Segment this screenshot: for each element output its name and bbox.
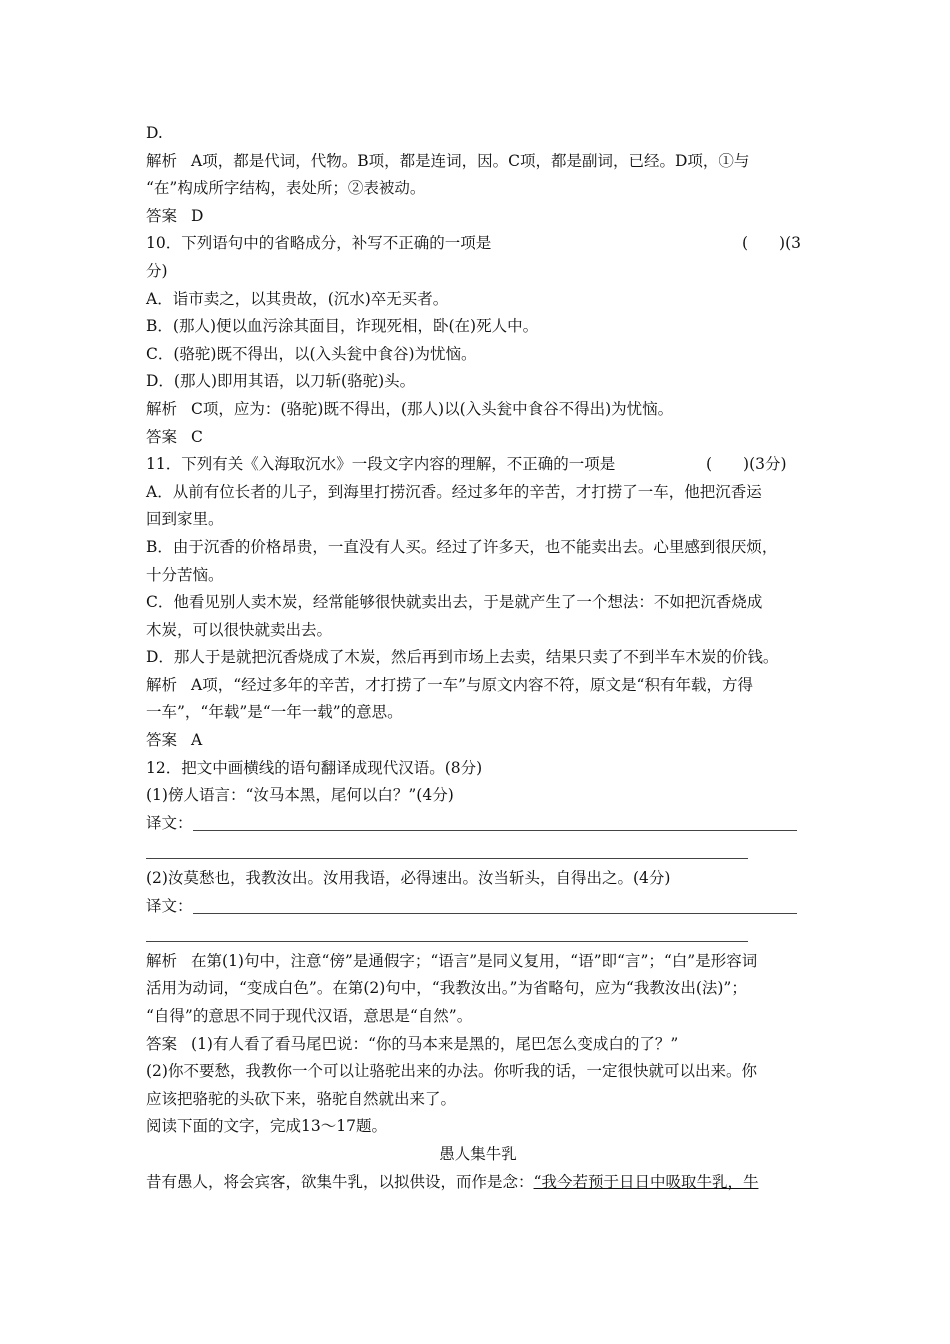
q10-analysis [146, 396, 810, 424]
answer-label: 答案 [146, 731, 178, 750]
option-text: B．由于沉香的价格昂贵，一直没有人买。经过了许多天，也不能卖出去。心里感到很厌烦， [146, 537, 778, 556]
option-text: C．他看见别人卖木炭，经常能够很快就卖出去，于是就产生了一个想法：不如把沉香烧成 [146, 593, 763, 612]
q10-option-b [146, 313, 810, 341]
option-text: A．从前有位长者的儿子，到海里打捞沉香。经过多年的辛苦，才打捞了一车，他把沉香运 [146, 482, 762, 501]
answer-text: 应该把骆驼的头砍下来，骆驼自然就出来了。 [146, 1089, 457, 1108]
analysis-label: 解析 [146, 675, 178, 694]
answer-bracket: ( )(3分) [706, 455, 787, 474]
q9-analysis-line-2 [146, 175, 810, 203]
translate-label: 译文： [146, 896, 193, 915]
analysis-text: “在”构成所字结构，表处所；②表被动。 [146, 179, 426, 198]
passage-line-1 [146, 1169, 810, 1197]
title-text: 愚人集牛乳 [439, 1144, 517, 1163]
answer-blank-line [146, 844, 748, 859]
analysis-text: 一车”，“年载”是“一年一载”的意思。 [146, 703, 403, 722]
analysis-text: “自得”的意思不同于现代汉语，意思是“自然”。 [146, 1007, 473, 1025]
sentence-text: (1)傍人语言：“汝马本黑，尾何以白？”(4分) [146, 786, 454, 805]
q11-answer [146, 727, 810, 755]
q11-option-c-line-2 [146, 617, 810, 645]
option-text: 回到家里。 [146, 510, 224, 529]
question-stem: 分) [146, 261, 168, 280]
answer-text: (2)你不要愁，我教你一个可以让骆驼出来的办法。你听我的话，一定很快就可以出来。你 [146, 1062, 757, 1081]
q11-option-b-line-2 [146, 562, 810, 590]
analysis-text: A项，都是代词，代物。B项，都是连词，因。C项，都是副词，已经。D项，①与 [191, 151, 750, 170]
analysis-text: 活用为动词，“变成白色”。在第(2)句中，“我教汝出。”为省略句，应为“我教汝出(法)”； [146, 979, 747, 998]
q11-option-b-line-1 [146, 534, 810, 562]
q11-option-a-line-2 [146, 506, 810, 534]
q12-translation-1-cont [146, 837, 810, 865]
q11-analysis-line-2 [146, 699, 810, 727]
q12-answer-line-3 [146, 1086, 810, 1114]
q11-option-d [146, 644, 810, 672]
answer-text: D [191, 206, 204, 225]
q12-sentence-1 [146, 782, 810, 810]
q12-stem [146, 755, 810, 783]
reading-intro [146, 1113, 810, 1141]
question-stem: 11．下列有关《入海取沉水》一段文字内容的理解，不正确的一项是 [146, 455, 616, 474]
q12-translation-2-cont [146, 920, 810, 948]
q9-option-d [146, 120, 810, 148]
passage-title [146, 1141, 810, 1169]
answer-blank-line [146, 927, 748, 942]
answer-blank-line [193, 816, 797, 831]
answer-text: (1)有人看了看马尾巴说：“你的马本来是黑的，尾巴怎么变成白的了？” [191, 1034, 679, 1053]
passage-text: 昔有愚人，将会宾客，欲集牛乳，以拟供设，而作是念： [146, 1172, 534, 1191]
q12-answer-line-1 [146, 1031, 810, 1059]
q12-answer-line-2 [146, 1058, 810, 1086]
q12-analysis-line-2 [146, 975, 810, 1003]
q12-analysis-line-1 [146, 948, 810, 976]
answer-text: A [191, 731, 203, 750]
q10-option-a [146, 286, 810, 314]
answer-text: C [191, 427, 203, 446]
q11-stem [146, 451, 810, 479]
option-text: C．(骆驼)既不得出，以(入头瓮中食谷)为忧恼。 [146, 344, 477, 363]
q12-analysis-line-3 [146, 1003, 810, 1031]
analysis-text: A项，“经过多年的辛苦，才打捞了一车”与原文内容不符，原文是“积有年载，方得 [191, 675, 753, 694]
answer-label: 答案 [146, 206, 178, 225]
option-text: 木炭，可以很快就卖出去。 [146, 620, 333, 639]
option-text: A．诣市卖之，以其贵故，(沉水)卒无买者。 [146, 289, 449, 308]
answer-blank-line [193, 899, 797, 914]
question-stem: 12．把文中画横线的语句翻译成现代汉语。(8分) [146, 758, 483, 777]
answer-label: 答案 [146, 427, 178, 446]
translate-label: 译文： [146, 813, 193, 832]
answer-label: 答案 [146, 1034, 178, 1053]
option-text: 十分苦恼。 [146, 565, 224, 584]
answer-bracket: ( )(3 [742, 234, 802, 253]
q9-answer [146, 203, 810, 231]
underlined-sentence: “我今若预于日日中吸取牛乳，牛 [533, 1172, 759, 1191]
analysis-label: 解析 [146, 951, 178, 970]
question-stem: 10．下列语句中的省略成分，补写不正确的一项是 [146, 234, 492, 253]
q9-analysis-line-1 [146, 148, 810, 176]
q12-translation-2 [146, 893, 810, 921]
option-text: B．(那人)便以血污涂其面目，诈现死相，卧(在)死人中。 [146, 317, 539, 336]
analysis-label: 解析 [146, 151, 178, 170]
option-text: D．(那人)即用其语，以刀斩(骆驼)头。 [146, 372, 416, 391]
option-text: D. [146, 124, 163, 142]
q10-stem [146, 230, 810, 258]
q11-analysis-line-1 [146, 672, 810, 700]
document-body [146, 120, 810, 1196]
q12-sentence-2 [146, 865, 810, 893]
q10-answer [146, 424, 810, 452]
analysis-label: 解析 [146, 399, 178, 418]
sentence-text: (2)汝莫愁也，我教汝出。汝用我语，必得速出。汝当斩头，自得出之。(4分) [146, 869, 671, 888]
q10-stem-wrap [146, 258, 810, 286]
analysis-text: C项，应为：(骆驼)既不得出，(那人)以(入头瓮中食谷不得出)为忧恼。 [191, 399, 674, 418]
q12-translation-1 [146, 810, 810, 838]
analysis-text: 在第(1)句中，注意“傍”是通假字；“语言”是同义复用，“语”即“言”；“白”是形容词 [191, 951, 758, 970]
q10-option-d [146, 368, 810, 396]
option-text: D．那人于是就把沉香烧成了木炭，然后再到市场上去卖，结果只卖了不到半车木炭的价钱。 [146, 648, 779, 667]
q11-option-c-line-1 [146, 589, 810, 617]
q10-option-c [146, 341, 810, 369]
instruction-text: 阅读下面的文字，完成13～17题。 [146, 1117, 387, 1136]
q11-option-a-line-1 [146, 479, 810, 507]
